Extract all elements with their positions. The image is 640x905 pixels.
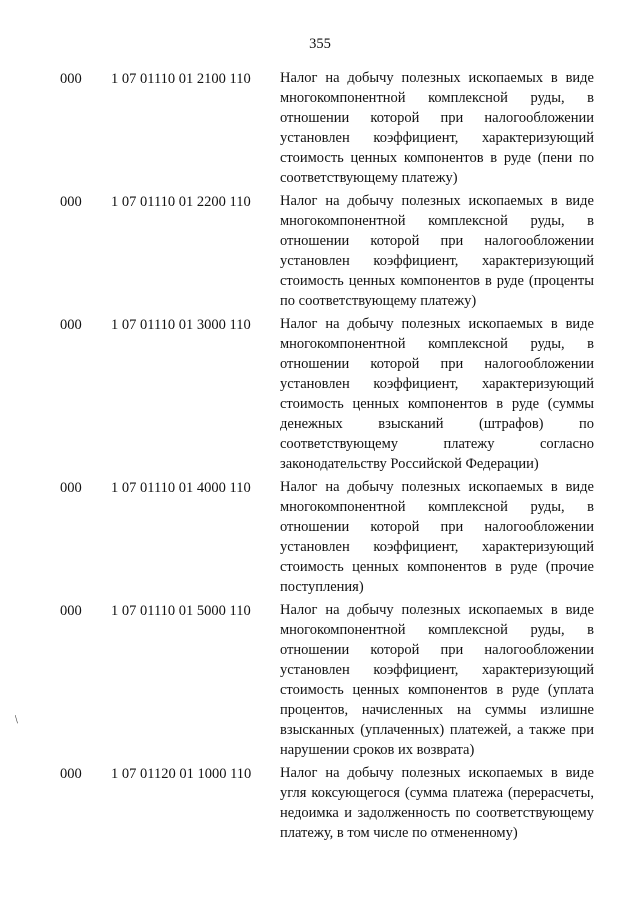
admin-code: 000 [60,603,82,619]
admin-code: 000 [60,71,82,87]
income-description: Налог на добычу полезных ископаемых в виде многокомпонентной комплексной руды, в отношении которой при налогообложении установлен коэффициент, характеризующий стоимость ценных компонентов в руде (суммы денежных взысканий (штрафов) по соответствующему платежу согласно законодательству Российской Федерации) [280,316,594,472]
admin-code: 000 [60,194,82,210]
admin-code: 000 [60,317,82,333]
income-description: Налог на добычу полезных ископаемых в виде многокомпонентной комплексной руды, в отношении которой при налогообложении установлен коэффициент, характеризующий стоимость ценных компонентов в руде (проценты по соответствующему платежу) [280,193,594,309]
income-description: Налог на добычу полезных ископаемых в виде многокомпонентной комплексной руды, в отношении которой при налогообложении установлен коэффициент, характеризующий стоимость ценных компонентов в руде (прочие поступления) [280,479,594,595]
budget-classification-code: 1 07 01120 01 1000 110 [111,766,252,782]
budget-classification-code: 1 07 01110 01 2100 110 [111,71,251,87]
classification-table [0,67,640,845]
budget-classification-code: 1 07 01110 01 3000 110 [111,317,251,333]
admin-code: 000 [60,480,82,496]
income-description: Налог на добычу полезных ископаемых в виде угля коксующегося (сумма платежа (перерасчеты, недоимка и задолженность по соответствующему платежу, в том числе по отмененному) [280,765,594,841]
table-row [0,313,640,474]
budget-classification-code: 1 07 01110 01 5000 110 [111,603,251,619]
income-description: Налог на добычу полезных ископаемых в виде многокомпонентной комплексной руды, в отношении которой при налогообложении установлен коэффициент, характеризующий стоимость ценных компонентов в руде (уплата процентов, начисленных на суммы излишне взысканных (уплаченных) платежей, а также при нарушении сроков их возврата) [280,602,594,758]
budget-classification-code: 1 07 01110 01 4000 110 [111,480,251,496]
admin-code: 000 [60,766,82,782]
income-description: Налог на добычу полезных ископаемых в виде многокомпонентной комплексной руды, в отношении которой при налогообложении установлен коэффициент, характеризующий стоимость ценных компонентов в руде (пени по соответствующему платежу) [280,70,594,186]
table-row [0,599,640,760]
budget-classification-code: 1 07 01110 01 2200 110 [111,194,251,210]
scan-mark: / [11,712,22,726]
table-row [0,67,640,188]
table-row [0,190,640,311]
table-row [0,476,640,597]
page-number: 355 [309,36,331,52]
table-row [0,762,640,843]
